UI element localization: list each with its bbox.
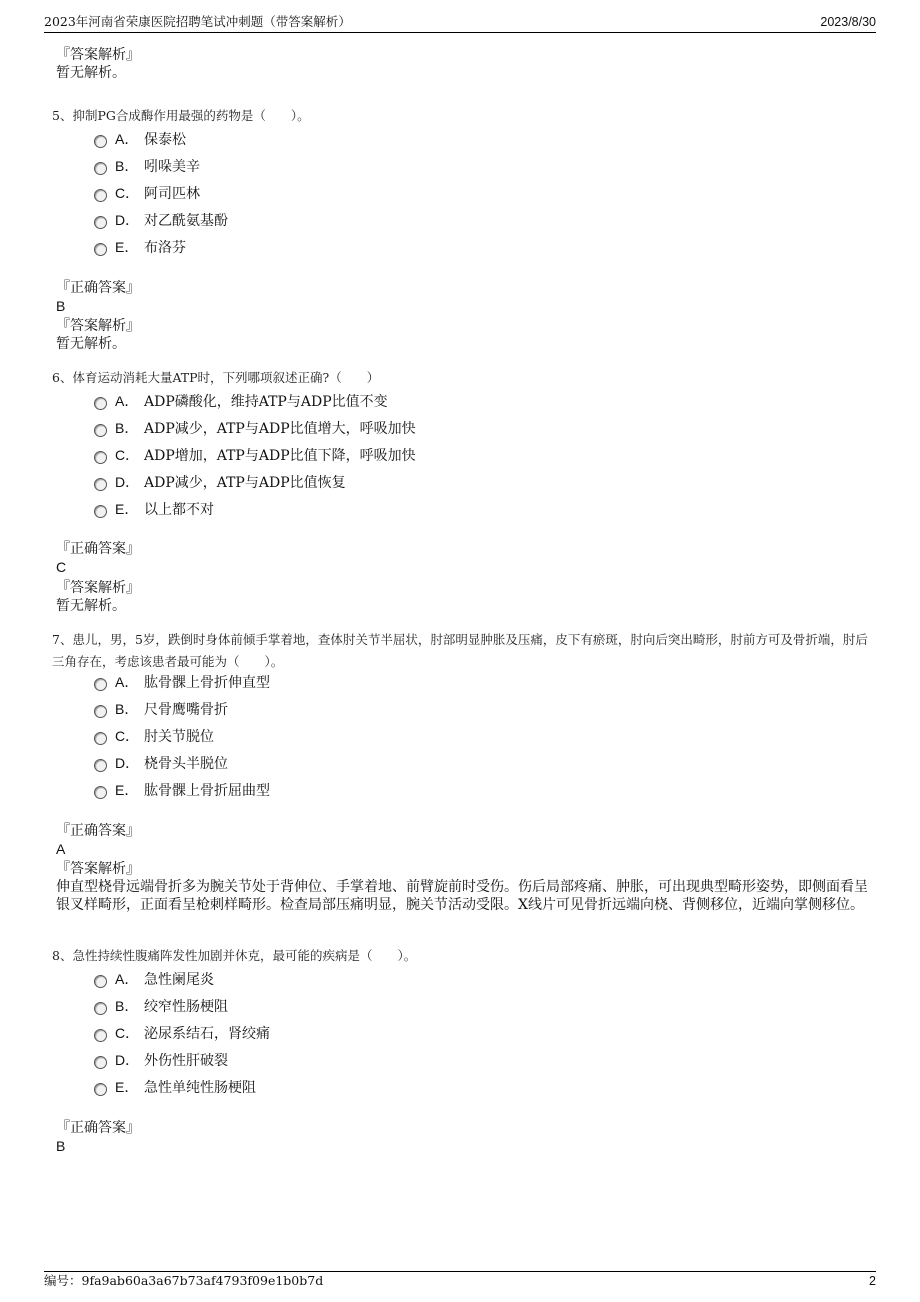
option-letter: A． xyxy=(115,674,139,690)
analysis-text: 暂无解析。 xyxy=(56,598,126,614)
answer-label: 『正确答案』 xyxy=(56,823,140,839)
analysis-label: 『答案解析』 xyxy=(56,861,140,877)
option-letter: E． xyxy=(115,1079,139,1095)
option-text: 肱骨髁上骨折屈曲型 xyxy=(144,783,270,799)
answer-value: C xyxy=(56,559,67,575)
option-text: 对乙酰氨基酚 xyxy=(144,213,228,229)
radio-button[interactable] xyxy=(94,451,107,464)
option-c[interactable] xyxy=(94,182,200,204)
option-letter: D． xyxy=(115,474,140,490)
option-b[interactable] xyxy=(94,995,228,1017)
radio-button[interactable] xyxy=(94,1056,107,1069)
answer-label: 『正确答案』 xyxy=(56,1120,140,1136)
option-text: 阿司匹林 xyxy=(144,186,200,202)
option-text: 外伤性肝破裂 xyxy=(144,1053,228,1069)
option-d[interactable] xyxy=(94,752,228,774)
option-text: 桡骨头半脱位 xyxy=(144,756,228,772)
option-a[interactable] xyxy=(94,390,388,412)
analysis-label: 『答案解析』 xyxy=(56,47,140,63)
option-b[interactable] xyxy=(94,698,228,720)
radio-button[interactable] xyxy=(94,189,107,202)
radio-button[interactable] xyxy=(94,1002,107,1015)
option-c[interactable] xyxy=(94,1022,270,1044)
option-text: 泌尿系结石，肾绞痛 xyxy=(144,1026,270,1042)
option-letter: E． xyxy=(115,239,139,255)
option-d[interactable] xyxy=(94,209,228,231)
option-text: 急性阑尾炎 xyxy=(144,972,214,988)
radio-button[interactable] xyxy=(94,216,107,229)
radio-button[interactable] xyxy=(94,162,107,175)
option-text: ADP减少，ATP与ADP比值增大，呼吸加快 xyxy=(144,421,416,437)
option-b[interactable] xyxy=(94,417,416,439)
radio-button[interactable] xyxy=(94,478,107,491)
option-letter: B． xyxy=(115,158,139,174)
answer-value: A xyxy=(56,841,66,857)
page-number: 2 xyxy=(869,1274,876,1288)
radio-button[interactable] xyxy=(94,678,107,691)
radio-button[interactable] xyxy=(94,732,107,745)
option-a[interactable] xyxy=(94,671,270,693)
radio-button[interactable] xyxy=(94,975,107,988)
option-a[interactable] xyxy=(94,968,214,990)
answer-value: B xyxy=(56,1138,66,1154)
radio-button[interactable] xyxy=(94,786,107,799)
option-d[interactable] xyxy=(94,471,346,493)
option-e[interactable] xyxy=(94,1076,256,1098)
document-id: 编号：9fa9ab60a3a67b73af4793f09e1b0b7d xyxy=(44,1273,324,1288)
option-text: 保泰松 xyxy=(144,132,186,148)
radio-button[interactable] xyxy=(94,135,107,148)
answer-value: B xyxy=(56,298,66,314)
option-c[interactable] xyxy=(94,725,214,747)
option-letter: C． xyxy=(115,1025,140,1041)
analysis-text: 暂无解析。 xyxy=(56,336,126,352)
document-title: 2023年河南省荣康医院招聘笔试冲刺题（带答案解析） xyxy=(44,14,351,29)
radio-button[interactable] xyxy=(94,505,107,518)
option-letter: E． xyxy=(115,501,139,517)
option-letter: D． xyxy=(115,1052,140,1068)
radio-button[interactable] xyxy=(94,705,107,718)
question-stem: 5、抑制PG合成酶作用最强的药物是（ ）。 xyxy=(52,108,310,123)
radio-button[interactable] xyxy=(94,759,107,772)
option-text: 绞窄性肠梗阻 xyxy=(144,999,228,1015)
page-footer xyxy=(44,1271,876,1288)
option-letter: C． xyxy=(115,728,140,744)
option-e[interactable] xyxy=(94,236,186,258)
option-text: 以上都不对 xyxy=(144,502,214,518)
answer-label: 『正确答案』 xyxy=(56,280,140,296)
option-letter: C． xyxy=(115,185,140,201)
option-letter: B． xyxy=(115,701,139,717)
option-e[interactable] xyxy=(94,498,214,520)
option-text: ADP增加，ATP与ADP比值下降，呼吸加快 xyxy=(144,448,416,464)
question-stem: 8、急性持续性腹痛阵发性加剧并休克，最可能的疾病是（ ）。 xyxy=(52,948,417,963)
answer-label: 『正确答案』 xyxy=(56,541,140,557)
option-text: 肱骨髁上骨折伸直型 xyxy=(144,675,270,691)
option-d[interactable] xyxy=(94,1049,228,1071)
option-a[interactable] xyxy=(94,128,186,150)
option-e[interactable] xyxy=(94,779,270,801)
option-letter: B． xyxy=(115,420,139,436)
option-text: ADP减少，ATP与ADP比值恢复 xyxy=(144,475,346,491)
analysis-label: 『答案解析』 xyxy=(56,580,140,596)
option-text: 布洛芬 xyxy=(144,240,186,256)
question-stem: 6、体育运动消耗大量ATP时，下列哪项叙述正确?（ ） xyxy=(52,370,380,385)
option-letter: E． xyxy=(115,782,139,798)
radio-button[interactable] xyxy=(94,1029,107,1042)
option-letter: D． xyxy=(115,212,140,228)
option-text: 肘关节脱位 xyxy=(144,729,214,745)
option-letter: A． xyxy=(115,131,139,147)
radio-button[interactable] xyxy=(94,243,107,256)
option-text: 尺骨鹰嘴骨折 xyxy=(144,702,228,718)
analysis-label: 『答案解析』 xyxy=(56,318,140,334)
option-text: 急性单纯性肠梗阻 xyxy=(144,1080,256,1096)
option-text: 吲哚美辛 xyxy=(144,159,200,175)
option-letter: B． xyxy=(115,998,139,1014)
option-letter: D． xyxy=(115,755,140,771)
question-stem: 7、患儿，男，5岁，跌倒时身体前倾手掌着地，查体肘关节半屈状，肘部明显肿胀及压痛，皮下有瘀斑，肘向后突出畸形，肘前方可及骨折端，肘后三角存在，考虑该患者最可能为（ ）。 xyxy=(52,632,868,669)
analysis-text: 伸直型桡骨远端骨折多为腕关节处于背伸位、手掌着地、前臂旋前时受伤。伤后局部疼痛、肿胀，可出现典型畸形姿势，即侧面看呈银叉样畸形，正面看呈枪刺样畸形。检查局部压痛明显，腕关节活动受限。X线片可见骨折远端向桡、背侧移位，近端向掌侧移位。 xyxy=(56,879,868,913)
option-b[interactable] xyxy=(94,155,200,177)
radio-button[interactable] xyxy=(94,1083,107,1096)
option-letter: C． xyxy=(115,447,140,463)
page-header xyxy=(44,14,876,33)
document-date: 2023/8/30 xyxy=(820,15,876,29)
analysis-text: 暂无解析。 xyxy=(56,65,126,81)
option-c[interactable] xyxy=(94,444,416,466)
option-letter: A． xyxy=(115,393,139,409)
option-text: ADP磷酸化，维持ATP与ADP比值不变 xyxy=(144,394,388,410)
radio-button[interactable] xyxy=(94,397,107,410)
option-letter: A． xyxy=(115,971,139,987)
radio-button[interactable] xyxy=(94,424,107,437)
